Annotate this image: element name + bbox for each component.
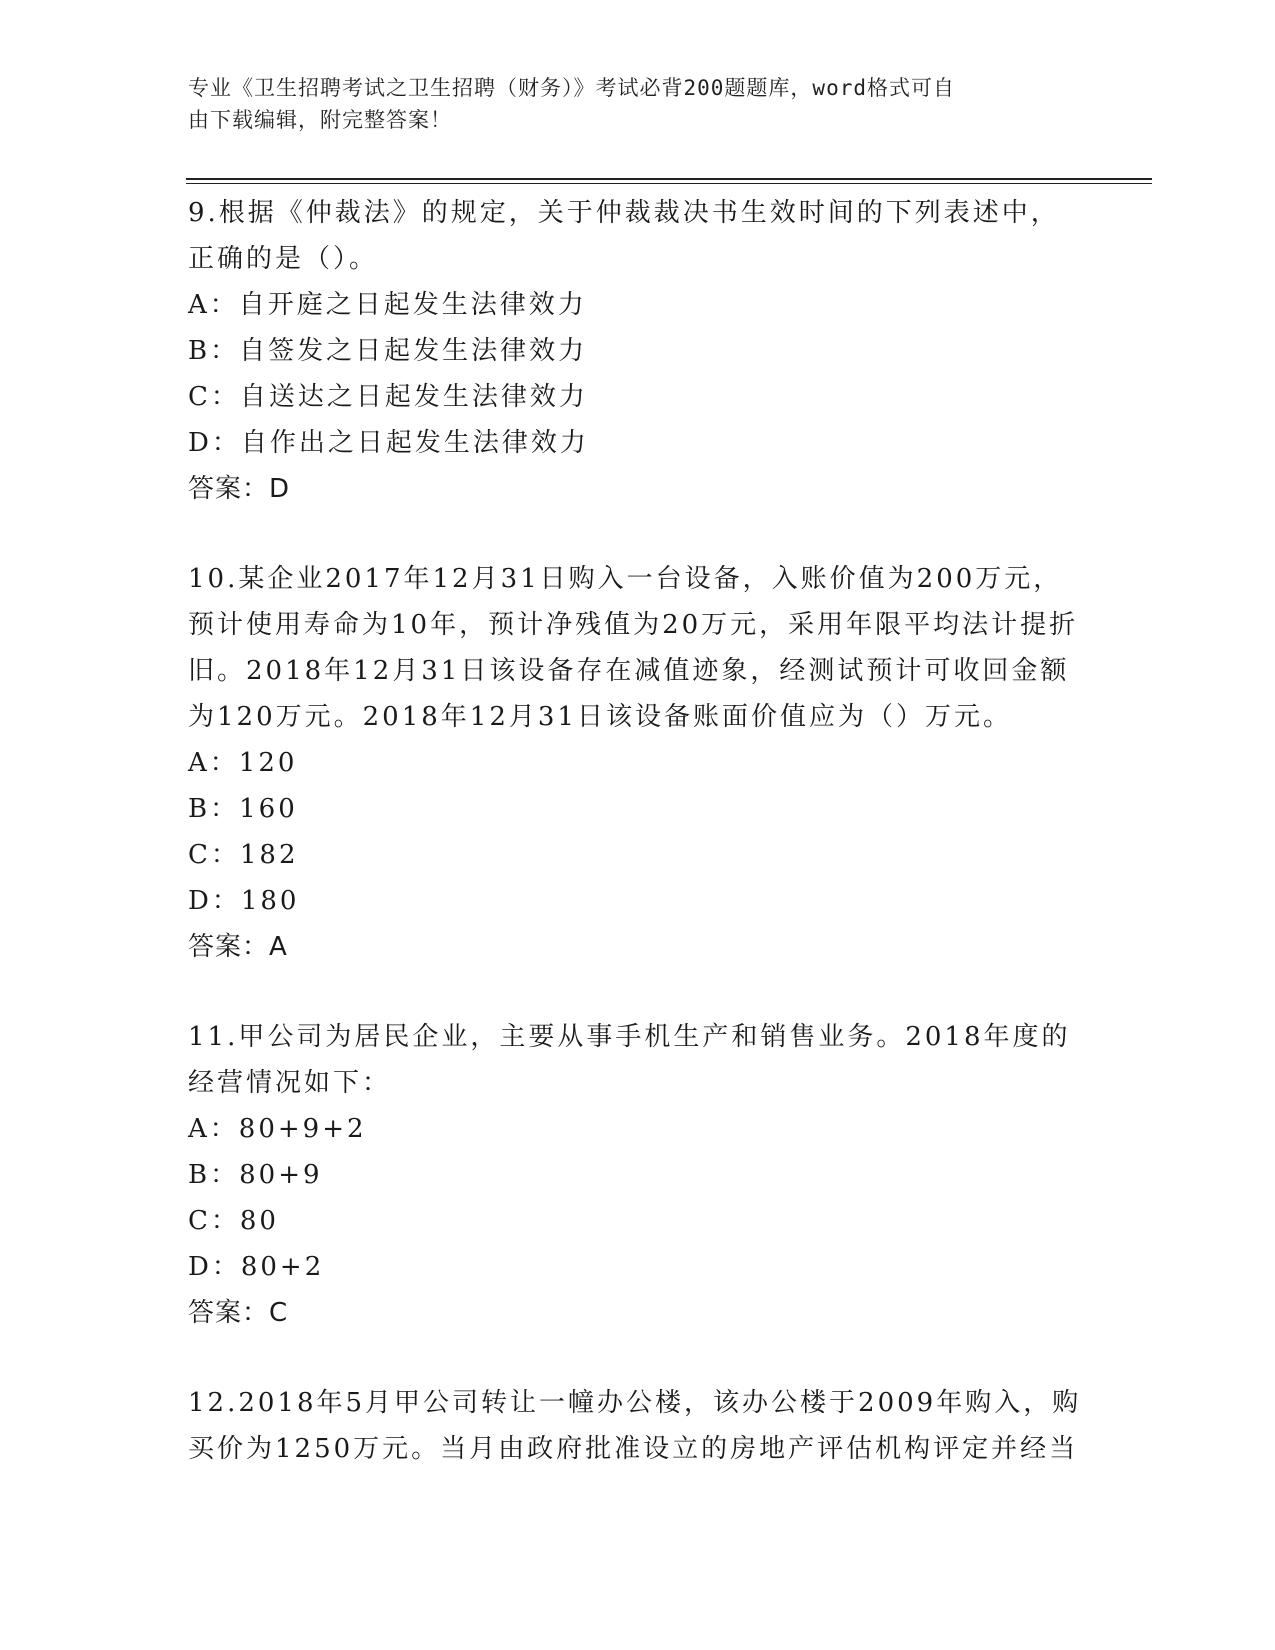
question-9 (188, 190, 1088, 512)
question-11 (188, 1014, 1088, 1336)
question-list (188, 190, 1088, 1516)
question-10 (188, 556, 1088, 970)
option-b: B：160 (188, 794, 298, 824)
question-stem: 12.2018年5月甲公司转让一幢办公楼，该办公楼于2009年购入，购买价为1250万元。当月由政府批准设立的房地产评估机构评定并经当 (188, 1388, 1082, 1464)
option-b: B：80+9 (188, 1160, 323, 1190)
option-a: A：120 (188, 748, 298, 778)
question-stem: 9.根据《仲裁法》的规定，关于仲裁裁决书生效时间的下列表述中，正确的是（）。 (188, 198, 1060, 274)
question-12 (188, 1380, 1088, 1472)
option-a: A：80+9+2 (188, 1114, 367, 1144)
option-d: D：180 (188, 886, 300, 916)
question-stem: 10.某企业2017年12月31日购入一台设备，入账价值为200万元，预计使用寿命为10年，预计净残值为20万元，采用年限平均法计提折旧。2018年12月31日该设备存在减值迹象，经测试预计可收回金额为120万元。2018年12月31日该设备账面价值应为（）万元。 (188, 564, 1079, 732)
header-line-2: 由下载编辑，附完整答案！ (188, 108, 452, 132)
header-line-1: 专业《卫生招聘考试之卫生招聘（财务）》考试必背200题题库，word格式可自 (188, 76, 955, 100)
option-d: D：80+2 (188, 1252, 325, 1282)
answer-line: 答案：A (188, 932, 288, 962)
header-divider (186, 178, 1152, 180)
option-c: C：182 (188, 840, 299, 870)
header-divider-thin (186, 183, 1152, 184)
option-c: C：自送达之日起发生法律效力 (188, 382, 588, 412)
answer-line: 答案：D (188, 474, 291, 504)
question-stem: 11.甲公司为居民企业，主要从事手机生产和销售业务。2018年度的经营情况如下： (188, 1022, 1071, 1098)
answer-line: 答案：C (188, 1298, 289, 1328)
document-header (188, 72, 1068, 136)
option-c: C：80 (188, 1206, 279, 1236)
option-a: A：自开庭之日起发生法律效力 (188, 290, 587, 320)
option-b: B：自签发之日起发生法律效力 (188, 336, 588, 366)
option-d: D：自作出之日起发生法律效力 (188, 428, 589, 458)
